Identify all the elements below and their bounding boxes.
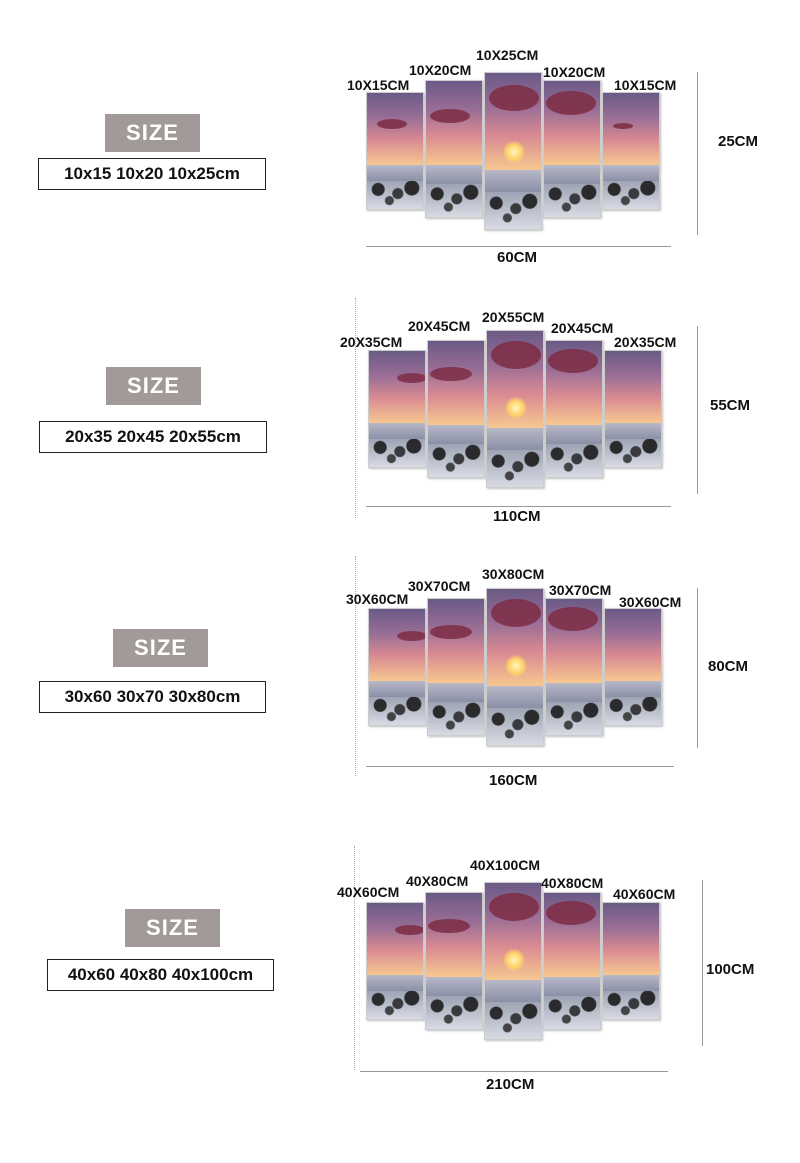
height-dimension-line [697, 72, 698, 235]
panel-size-label: 30X60CM [619, 594, 682, 610]
panel-size-label: 20X35CM [340, 334, 403, 350]
panel-size-label: 10X15CM [614, 77, 677, 93]
canvas-panel-2 [425, 892, 483, 1030]
canvas-panel-5 [602, 902, 660, 1020]
panel-size-label: 40X80CM [541, 875, 604, 891]
canvas-panel-1 [368, 350, 426, 468]
size-dimensions-text: 20x35 20x45 20x55cm [39, 421, 267, 453]
canvas-panel-5 [602, 92, 660, 210]
size-dimensions-text: 10x15 10x20 10x25cm [38, 158, 266, 190]
size-badge: SIZE [106, 367, 201, 405]
panel-size-label: 30X60CM [346, 591, 409, 607]
panel-size-label: 10X20CM [409, 62, 472, 78]
height-label: 55CM [710, 397, 751, 414]
canvas-panel-4 [545, 598, 603, 736]
panel-size-label: 10X15CM [347, 77, 410, 93]
width-label: 160CM [489, 772, 538, 789]
width-label: 210CM [486, 1076, 535, 1093]
panel-size-label: 30X70CM [408, 578, 471, 594]
width-dimension-line [366, 766, 674, 767]
canvas-panel-4 [543, 80, 601, 218]
canvas-panel-5 [604, 350, 662, 468]
guide-line [355, 556, 356, 776]
height-dimension-line [702, 880, 703, 1046]
width-dimension-line [360, 1071, 668, 1072]
canvas-panel-1 [366, 92, 424, 210]
canvas-panel-1 [368, 608, 426, 726]
panel-size-label: 20X45CM [551, 320, 614, 336]
canvas-panel-3 [484, 72, 542, 230]
canvas-panel-2 [427, 340, 485, 478]
height-dimension-line [697, 326, 698, 494]
width-dimension-line [366, 506, 671, 507]
size-badge: SIZE [125, 909, 220, 947]
panel-size-label: 20X35CM [614, 334, 677, 350]
size-dimensions-text: 40x60 40x80 40x100cm [47, 959, 274, 991]
guide-line [354, 846, 355, 1070]
canvas-panel-5 [604, 608, 662, 726]
width-label: 60CM [497, 249, 538, 266]
width-dimension-line [366, 246, 671, 247]
panel-size-label: 20X55CM [482, 309, 545, 325]
canvas-panel-2 [427, 598, 485, 736]
canvas-panel-3 [484, 882, 542, 1040]
height-label: 80CM [708, 658, 749, 675]
size-badge: SIZE [113, 629, 208, 667]
panel-size-label: 40X80CM [406, 873, 469, 889]
panel-size-label: 30X70CM [549, 582, 612, 598]
width-label: 110CM [493, 508, 541, 525]
panel-size-label: 40X60CM [613, 886, 676, 902]
panel-size-label: 30X80CM [482, 566, 545, 582]
panel-size-label: 10X25CM [476, 47, 539, 63]
size-dimensions-text: 30x60 30x70 30x80cm [39, 681, 266, 713]
canvas-panel-3 [486, 588, 544, 746]
panel-size-label: 10X20CM [543, 64, 606, 80]
height-dimension-line [697, 588, 698, 748]
panel-size-label: 40X60CM [337, 884, 400, 900]
size-badge: SIZE [105, 114, 200, 152]
panel-size-label: 40X100CM [470, 857, 541, 873]
guide-line [355, 298, 356, 518]
height-label: 25CM [718, 133, 759, 150]
height-label: 100CM [706, 961, 755, 978]
canvas-panel-1 [366, 902, 424, 1020]
canvas-panel-3 [486, 330, 544, 488]
canvas-panel-4 [545, 340, 603, 478]
canvas-panel-2 [425, 80, 483, 218]
panel-size-label: 20X45CM [408, 318, 471, 334]
canvas-panel-4 [543, 892, 601, 1030]
